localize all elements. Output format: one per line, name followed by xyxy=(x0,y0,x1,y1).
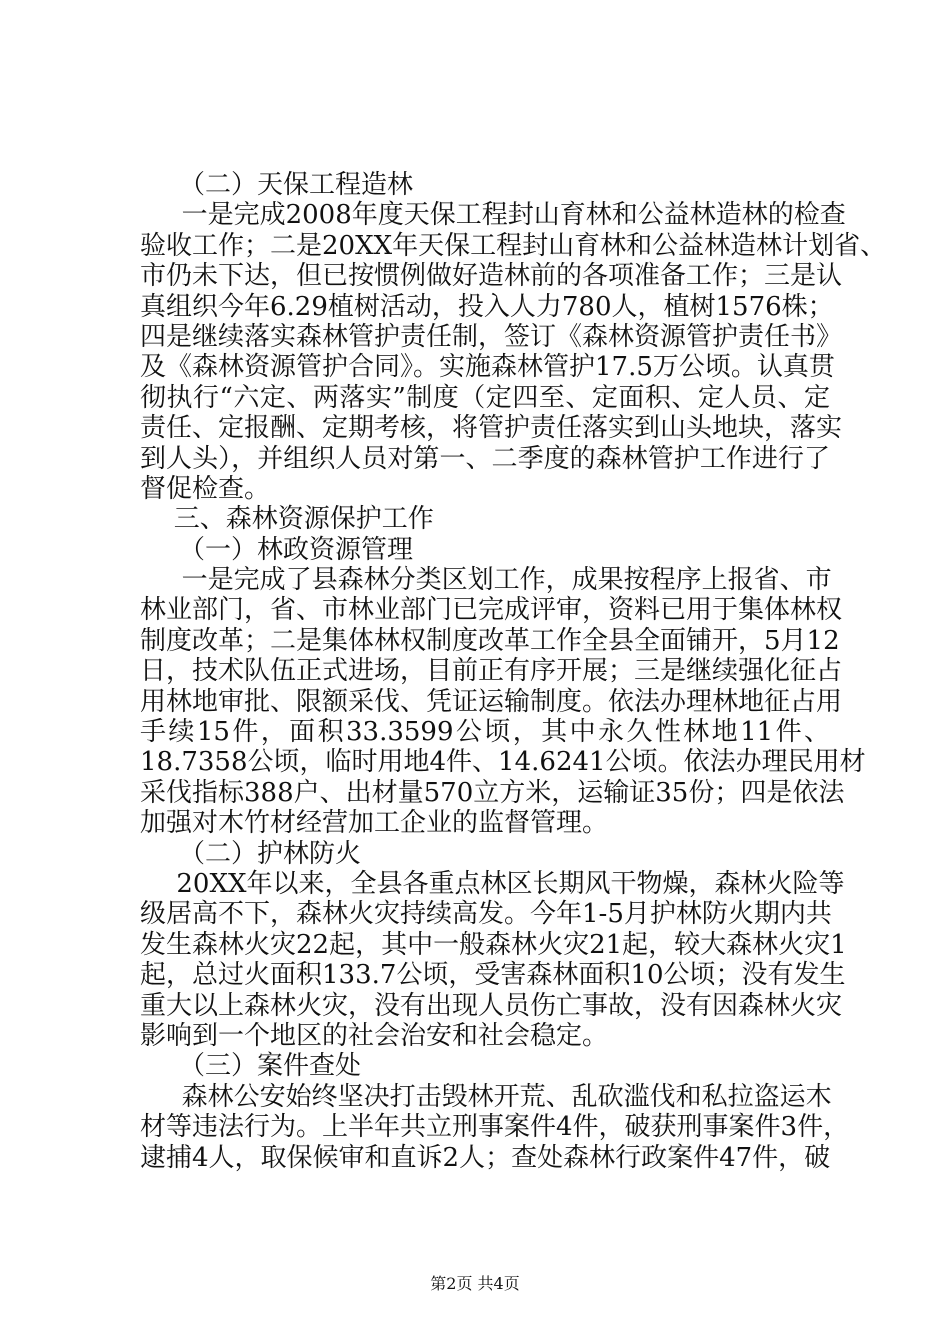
text-line: （二）天保工程造林 xyxy=(179,170,414,200)
text-line: 到人头），并组织人员对第一、二季度的森林管护工作进行了 xyxy=(140,443,830,474)
text-line: 督促检查。 xyxy=(140,473,271,504)
text-line: 起，总过火面积133.7公顷，受害森林面积10公顷；没有发生 xyxy=(140,960,846,991)
text-line: 及《森林资源管护合同》。实施森林管护17.5万公顷。认真贯 xyxy=(140,352,835,383)
text-line: 责任、定报酬、定期考核，将管护责任落实到山头地块，落实 xyxy=(140,413,843,444)
text-line: 三、森林资源保护工作 xyxy=(173,504,434,535)
text-line: 级居高不下，森林火灾持续高发。今年1-5月护林防火期内共 xyxy=(140,899,832,930)
text-line: 市仍未下达，但已按惯例做好造林前的各项准备工作；三是认 xyxy=(140,261,843,292)
text-line: 手续15件，面积33.3599公顷，其中永久性林地11件、 xyxy=(140,717,830,748)
text-line: （三）案件查处 xyxy=(179,1051,362,1082)
text-line: 验收工作；二是20XX年天保工程封山育林和公益林造林计划省、 xyxy=(140,230,887,261)
text-line: 森林公安始终坚决打击毁林开荒、乱砍滥伐和私拉盗运木 xyxy=(181,1081,832,1112)
text-line: 用林地审批、限额采伐、凭证运输制度。依法办理林地征占用 xyxy=(140,686,843,717)
text-line: 重大以上森林火灾，没有出现人员伤亡事故，没有因森林火灾 xyxy=(140,990,843,1021)
text-line: 制度改革；二是集体林权制度改革工作全县全面铺开，5月12 xyxy=(140,625,840,656)
text-line: （二）护林防火 xyxy=(179,838,362,869)
page-footer: 第2页 共4页 xyxy=(430,1274,520,1293)
text-line: 一是完成了县森林分类区划工作，成果按程序上报省、市 xyxy=(181,565,832,596)
text-line: 林业部门，省、市林业部门已完成评审，资料已用于集体林权 xyxy=(140,595,843,626)
text-line: 逮捕4人，取保候审和直诉2人；查处森林行政案件47件，破 xyxy=(140,1142,831,1173)
text-line: 20XX年以来，全县各重点林区长期风干物燥，森林火险等 xyxy=(176,868,845,899)
text-line: 一是完成2008年度天保工程封山育林和公益林造林的检查 xyxy=(181,200,846,231)
text-line: 真组织今年6.29植树活动，投入人力780人，植树1576株； xyxy=(140,291,834,322)
document-body xyxy=(140,170,887,1173)
text-line: 18.7358公顷，临时用地4件、14.6241公顷。依法办理民用材 xyxy=(140,747,866,778)
text-line: 采伐指标388户、出材量570立方米，运输证35份；四是依法 xyxy=(140,777,845,808)
text-line: 彻执行“六定、两落实”制度（定四至、定面积、定人员、定 xyxy=(140,382,830,413)
text-line: 日，技术队伍正式进场，目前正有序开展；三是继续强化征占 xyxy=(140,656,843,687)
text-line: 材等违法行为。上半年共立刑事案件4件，破获刑事案件3件， xyxy=(140,1112,850,1143)
text-line: 影响到一个地区的社会治安和社会稳定。 xyxy=(140,1020,609,1051)
text-line: 发生森林火灾22起，其中一般森林火灾21起，较大森林火灾1 xyxy=(140,929,847,960)
text-line: 四是继续落实森林管护责任制，签订《森林资源管护责任书》 xyxy=(140,321,843,352)
text-line: （一）林政资源管理 xyxy=(179,534,414,565)
text-line: 加强对木竹材经营加工企业的监督管理。 xyxy=(140,808,609,839)
